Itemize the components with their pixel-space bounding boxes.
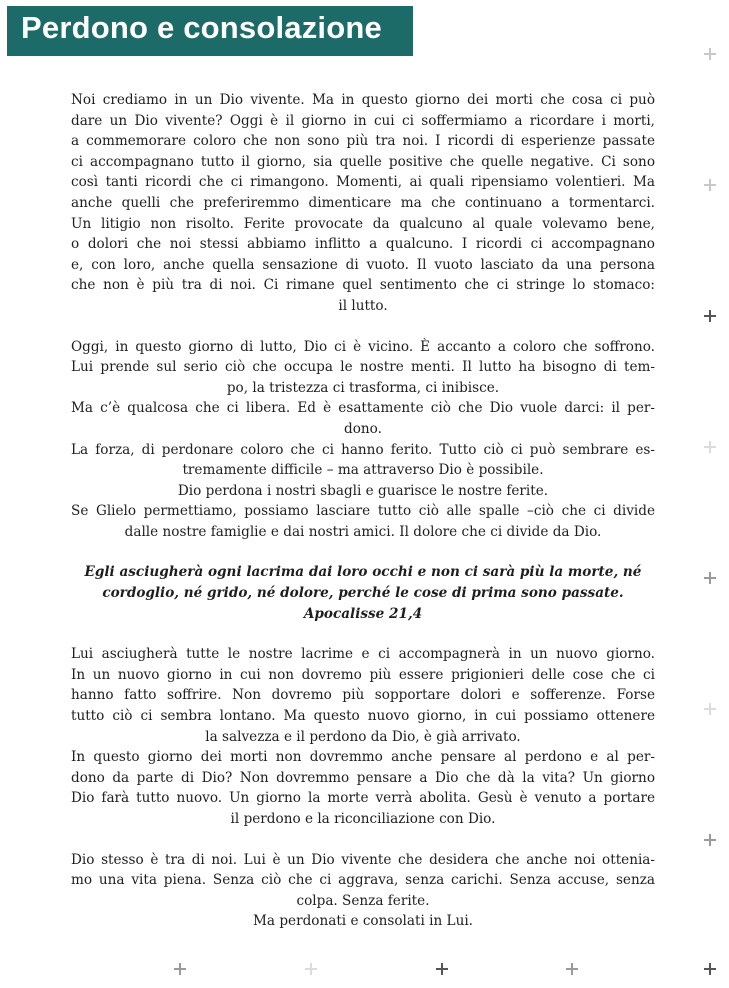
article-body <box>71 90 655 952</box>
plus-icon <box>305 963 317 975</box>
plus-icon <box>704 963 716 975</box>
plus-icon <box>704 441 716 453</box>
plus-icon <box>174 963 186 975</box>
quote-line: Egli asciugherà ogni lacrima dai loro occhi e non ci sarà più la morte, né <box>84 564 642 581</box>
text-line: dare un Dio vivente? Oggi è il giorno in cui ci soffermiamo a ricordare i morti, <box>71 112 655 129</box>
text-line: In questo giorno dei morti non dovremmo anche pensare al perdono e al per- <box>71 749 655 766</box>
text-line: dono. <box>344 420 382 437</box>
text-line: mo una vita piena. Senza ciò che ci aggrava, senza carichi. Senza accuse, senza <box>71 872 655 889</box>
paragraph-4 <box>71 850 655 932</box>
text-line: il perdono e la riconciliazione con Dio. <box>230 811 496 827</box>
plus-icon <box>566 963 578 975</box>
plus-icon <box>704 572 716 584</box>
text-line: Lui asciugherà tutte le nostre lacrime e ci accompagnerà in un nuovo giorno. <box>71 646 655 663</box>
text-line: Oggi, in questo giorno di lutto, Dio ci è vicino. È accanto a coloro che soffrono. <box>71 338 655 355</box>
plus-icon <box>704 310 716 322</box>
text-line: In un nuovo giorno in cui non dovremo più essere prigionieri delle cose che ci <box>71 666 655 683</box>
text-line: che non è più tra di noi. Ci rimane quel sentimento che ci stringe lo stomaco: <box>71 277 655 294</box>
text-line: Dio perdona i nostri sbagli e guarisce le nostre ferite. <box>177 482 549 499</box>
paragraph-1 <box>71 90 655 317</box>
text-line: po, la tristezza ci trasforma, ci inibisce. <box>226 379 500 396</box>
text-line: dalle nostre famiglie e dai nostri amici. Il dolore che ci divide da Dio. <box>124 523 602 540</box>
text-line: la salvezza e il perdono da Dio, è già arrivato. <box>205 728 521 745</box>
paragraph-2 <box>71 337 655 543</box>
text-line: il lutto. <box>338 297 388 314</box>
text-line: ci accompagnano tutto il giorno, sia quelle positive che quelle negative. Ci sono <box>71 153 655 170</box>
page-title: Perdono e consolazione <box>21 10 382 45</box>
text-line: Se Glielo permettiamo, possiamo lasciare tutto ciò alle spalle –ciò che ci divide <box>71 503 655 520</box>
text-line: a commemorare coloro che non sono più tra noi. I ricordi di esperienze passate <box>71 133 655 150</box>
quote-reference: Apocalisse 21,4 <box>303 605 423 622</box>
text-line: così tanti ricordi che ci rimangono. Momenti, ai quali ripensiamo volentieri. Ma <box>71 174 655 191</box>
text-line: colpa. Senza ferite. <box>296 892 430 909</box>
paragraph-3 <box>71 644 655 829</box>
text-line: La forza, di perdonare coloro che ci hanno ferito. Tutto ciò ci può sembrare es- <box>71 441 655 458</box>
text-line: anche quelli che preferiremmo dimenticare ma che continuano a tormentarci. <box>71 194 655 211</box>
text-line: Dio farà tutto nuovo. Un giorno la morte verrà abolita. Gesù è venuto a portare <box>71 790 655 807</box>
text-line: o dolori che noi stessi abbiamo inflitto a qualcuno. I ricordi ci accompagnano <box>71 236 655 253</box>
text-line: dono da parte di Dio? Non dovremmo pensare a Dio che dà la vita? Un giorno <box>71 769 655 786</box>
plus-icon <box>704 703 716 715</box>
text-line: e, con loro, anche quella sensazione di vuoto. Il vuoto lasciato da una persona <box>71 256 655 273</box>
text-line: Ma perdonati e consolati in Lui. <box>252 913 473 930</box>
quote-line: cordoglio, né grido, né dolore, perché le cose di prima sono passate. <box>102 585 624 602</box>
text-line: tremamente difficile – ma attraverso Dio è possibile. <box>182 462 544 479</box>
text-line: hanno fatto soffrire. Non dovremo più sopportare dolori e sofferenze. Forse <box>71 687 655 704</box>
plus-icon <box>704 179 716 191</box>
text-line: Noi crediamo in un Dio vivente. Ma in questo giorno dei morti che cosa ci può <box>71 92 655 108</box>
text-line: Un litigio non risolto. Ferite provocate da qualcuno al quale volevamo bene, <box>71 215 655 232</box>
bible-quote <box>71 562 655 624</box>
text-line: Lui prende sul serio ciò che occupa le nostre menti. Il lutto ha bisogno di tem- <box>71 359 655 376</box>
text-line: tutto ciò ci sembra lontano. Ma questo nuovo giorno, in cui possiamo ottenere <box>71 708 655 725</box>
plus-icon <box>704 48 716 60</box>
plus-icon <box>436 963 448 975</box>
title-banner <box>7 6 413 56</box>
plus-icon <box>704 834 716 846</box>
text-line: Dio stesso è tra di noi. Lui è un Dio vivente che desidera che anche noi ottenia- <box>71 851 655 868</box>
text-line: Ma c’è qualcosa che ci libera. Ed è esattamente ciò che Dio vuole darci: il per- <box>71 400 655 417</box>
